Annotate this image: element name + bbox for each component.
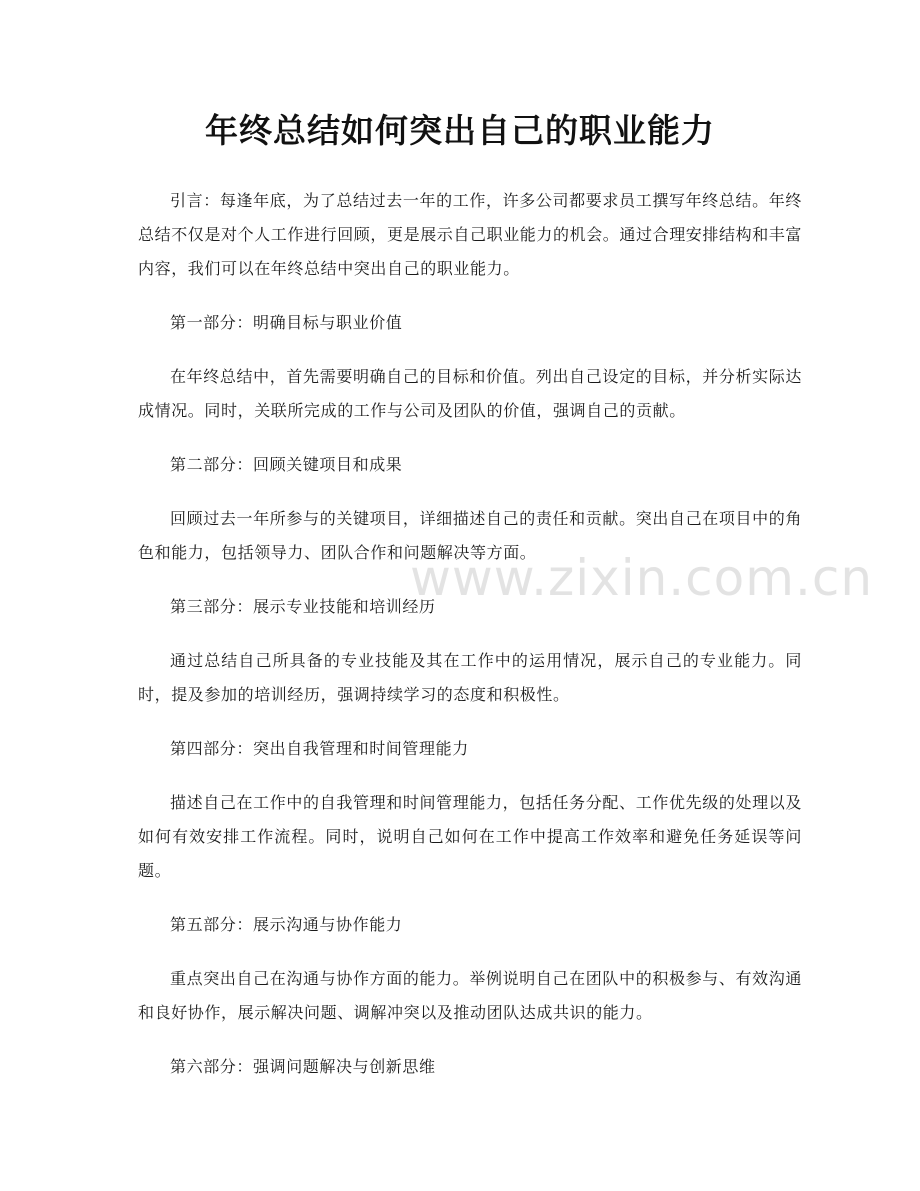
intro-paragraph: 引言：每逢年底，为了总结过去一年的工作，许多公司都要求员工撰写年终总结。年终总结不仅是对个人工作进行回顾，更是展示自己职业能力的机会。通过合理安排结构和丰富内容，我们可以在年终总结中突出自己的职业能力。 [138,191,803,278]
document-body [138,184,802,1084]
section-paragraph-2: 回顾过去一年所参与的关键项目，详细描述自己的责任和贡献。突出自己在项目中的角色和能力，包括领导力、团队合作和问题解决等方面。 [138,509,802,562]
section-heading-6: 第六部分：强调问题解决与创新思维 [170,1057,436,1076]
section-heading-4: 第四部分：突出自我管理和时间管理能力 [170,739,469,758]
section-heading-5: 第五部分：展示沟通与协作能力 [170,915,403,934]
watermark: www.zixin.com.cn [410,549,874,607]
section-paragraph-5: 重点突出自己在沟通与协作方面的能力。举例说明自己在团队中的积极参与、有效沟通和良好协作，展示解决问题、调解冲突以及推动团队达成共识的能力。 [138,969,802,1022]
document-title: 年终总结如何突出自己的职业能力 [205,111,715,150]
section-paragraph-1: 在年终总结中，首先需要明确自己的目标和价值。列出自己设定的目标，并分析实际达成情况。同时，关联所完成的工作与公司及团队的价值，强调自己的贡献。 [138,367,802,420]
section-heading-2: 第二部分：回顾关键项目和成果 [170,455,403,474]
section-heading-3: 第三部分：展示专业技能和培训经历 [170,597,436,616]
section-paragraph-4: 描述自己在工作中的自我管理和时间管理能力，包括任务分配、工作优先级的处理以及如何有效安排工作流程。同时，说明自己如何在工作中提高工作效率和避免任务延误等问题。 [138,793,802,880]
section-paragraph-3: 通过总结自己所具备的专业技能及其在工作中的运用情况，展示自己的专业能力。同时，提及参加的培训经历，强调持续学习的态度和积极性。 [138,651,802,704]
section-heading-1: 第一部分：明确目标与职业价值 [170,313,403,332]
